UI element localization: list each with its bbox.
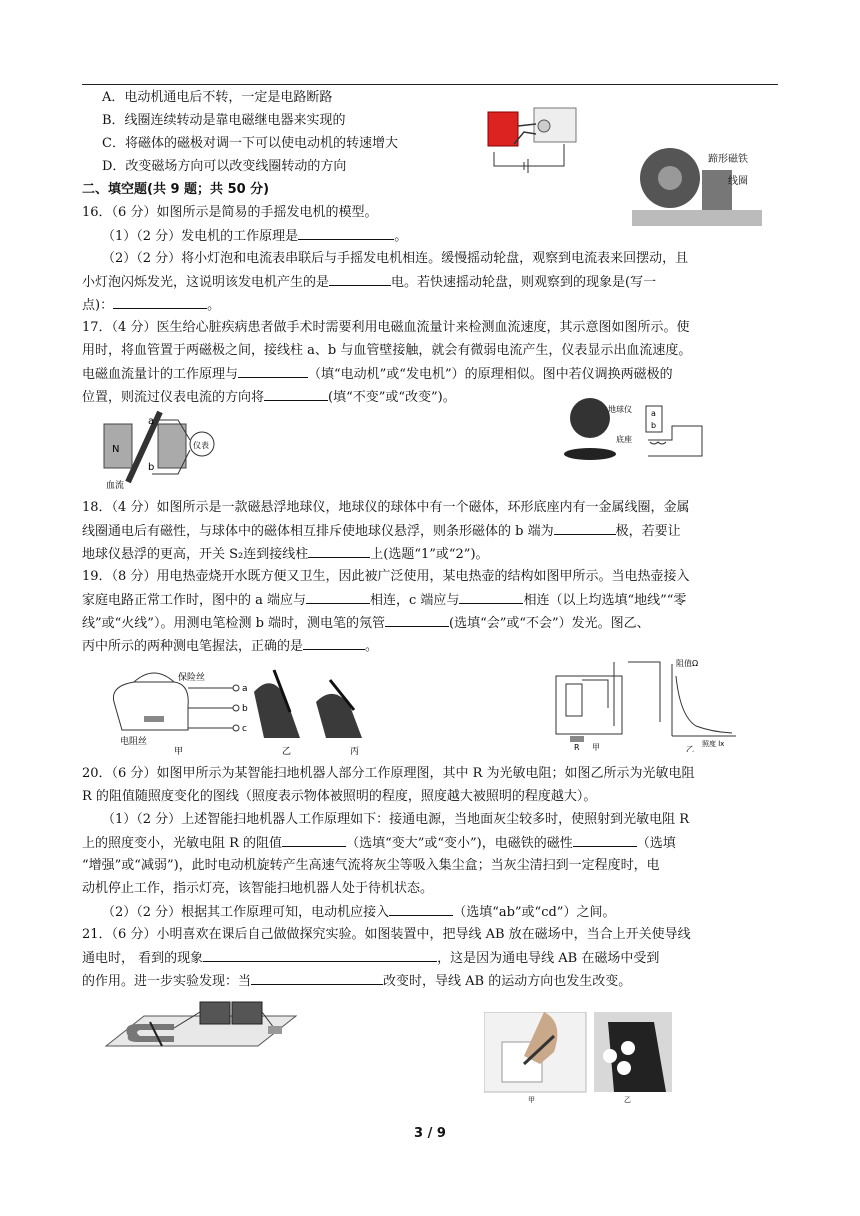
answer-blank[interactable] [251,970,383,985]
q20-line1: 20．（6 分）如图甲所示为某智能扫地机器人部分工作原理图，其中 R 为光敏电阻；如图乙所示为光敏电阻 [82,766,695,781]
option-a: A．电动机通电后不转，一定是电路断路 [102,90,333,105]
q18-line3: 地球仪悬浮的更高，开关 S₂连到接线柱 上(选题“1”或“2”)。 [82,543,489,566]
kettle-term-c: c [242,724,247,734]
section-title: 二、填空题(共 9 题；共 50 分) [82,182,270,197]
fig-yi-label: 乙 [282,747,292,756]
q18-line1: 18．（4 分）如图所示是一款磁悬浮地球仪，地球仪的球体中有一个磁体，环形底座内有一金属线圈，金属 [82,500,690,515]
answer-blank[interactable] [573,832,637,847]
illuminance-axis-label: 照度 lx [702,740,725,748]
terminal-a-label: a [148,416,155,427]
q16-part1: （1）（2 分）发电机的工作原理是 。 [102,225,407,248]
robot-circuit-figure [552,656,738,752]
fig-r-label: R [574,743,580,752]
fig-jia-label: 甲 [174,747,184,756]
q20-line3: （1）（2 分）上述智能扫地机器人工作原理如下：接通电源，当地面灰尘较多时，使照射到光敏电阻 R [102,812,690,827]
maglev-globe-figure [562,396,712,462]
motor-figure [484,104,592,176]
horseshoe-magnet-label: 蹄形磁铁 [708,154,748,165]
answer-blank[interactable] [389,901,453,916]
option-c: C．将磁体的磁极对调一下可以使电动机的转速增大 [102,136,398,151]
q21-line1: 21．（6 分）小明喜欢在课后自己做做探究实验。如图装置中，把导线 AB 放在磁场中，当合上开关使导线 [82,927,691,942]
answer-blank[interactable] [303,635,365,650]
answer-blank[interactable] [554,520,616,535]
option-d: D．改变磁场方向可以改变线圈转动的方向 [102,159,347,174]
fig-jia-label: 甲 [528,1096,535,1104]
kettle-figure [104,662,374,756]
coil-label: 线圈 [728,176,748,187]
q16-part2-line2: 小灯泡闪烁发光，这说明该发电机产生的是 电。若快速摇动轮盘，则观察到的现象是(写一 [82,271,656,294]
hand-generator-figure [632,140,768,232]
page-number: 3 / 9 [414,1126,446,1141]
socket-photo-figure [484,1012,674,1104]
answer-blank[interactable] [459,589,523,604]
kettle-term-b: b [242,704,248,714]
q17-line3: 电磁血流量计的工作原理与 （填“电动机”或“发电机”）的原理相似。图中若仪调换两磁极的 [82,363,673,386]
fuse-label: 保险丝 [178,673,206,683]
q19-line4: 丙中所示的两种测电笔握法，正确的是 。 [82,635,378,658]
magnet-n-label: N [112,444,120,455]
globe-b-label: b [651,421,657,430]
answer-blank[interactable] [298,225,394,240]
answer-blank[interactable] [306,589,370,604]
answer-blank[interactable] [264,386,328,401]
resistance-axis-label: 阻值Ω [676,659,699,668]
answer-blank[interactable] [203,947,437,962]
q16-part2-line1: （2）（2 分）将小灯泡和电流表串联后与手摇发电机相连。缓慢摇动轮盘，观察到电流表来回摆动，且 [102,251,689,266]
q17-line1: 17．（4 分）医生给心脏疾病患者做手术时需要利用电磁血流量计来检测血流速度，其示意图如图所示。使 [82,320,690,335]
answer-blank[interactable] [282,832,346,847]
terminal-b-label: b [148,462,155,473]
globe-a-label: a [651,409,656,418]
q20-line6: 动机停止工作，指示灯亮，该智能扫地机器人处于待机状态。 [82,881,434,896]
q20-line7: （2）（2 分）根据其工作原理可知，电动机应接入 （选填“ab”或“cd”）之间。 [102,901,615,924]
header-rule [82,84,778,85]
q18-line2: 线圈通电后有磁性，与球体中的磁体相互排斥使地球仪悬浮，则条形磁体的 b 端为 极，若要让 [82,520,681,543]
fig-bing-label: 丙 [350,747,360,756]
meter-label: 仪表 [193,441,209,450]
fig-yi-label: 乙 [686,745,694,752]
globe-label: 地球仪 [608,405,632,414]
blood-flowmeter-figure [98,410,218,490]
q20-line2: R 的阻值随照度变化的图线（照度表示物体被照明的程度，照度越大被照明的程度越大）。 [82,789,597,804]
base-label: 底座 [616,435,632,444]
q20-line4: 上的照度变小，光敏电阻 R 的阻值 （选填“变大”或“变小”)，电磁铁的磁性 （选填 [82,832,676,855]
heating-wire-label: 电阻丝 [120,737,148,747]
q16-part2-line3: 点)： 。 [82,294,220,317]
fig-yi-label: 乙 [624,1096,631,1104]
q16-stem: 16．（6 分）如图所示是简易的手摇发电机的模型。 [82,205,378,220]
answer-blank[interactable] [385,612,449,627]
answer-blank[interactable] [308,543,370,558]
q19-line3: 线”或“火线”）。用测电笔检测 b 端时，测电笔的氖管 (选填“会”或“不会”）发光。图乙、 [82,612,650,635]
q19-line1: 19．（8 分）用电热壶烧开水既方便又卫生，因此被广泛使用，某电热壶的结构如图甲所示。当电热壶接入 [82,569,690,584]
kettle-term-a: a [242,684,248,694]
ab-wire-apparatus-figure [104,998,298,1068]
fig-jia-label: 甲 [592,743,600,752]
q21-line2: 通电时， 看到的现象 ，这是因为通电导线 AB 在磁场中受到 [82,947,659,970]
answer-blank[interactable] [113,294,207,309]
blood-flow-label: 血流 [106,481,125,490]
q21-line3: 的作用。进一步实验发现：当 改变时，导线 AB 的运动方向也发生改变。 [82,970,631,993]
option-b: B．线圈连续转动是靠电磁继电器来实现的 [102,113,346,128]
q20-line5: “增强”或“减弱”)，此时电动机旋转产生高速气流将灰尘等吸入集尘盒；当灰尘清扫到一定程度时，电 [82,858,660,873]
q17-line2: 用时，将血管置于两磁极之间，接线柱 a、b 与血管壁接触，就会有微弱电流产生，仪表显示出血流速度。 [82,343,692,358]
q19-line2: 家庭电路正常工作时，图中的 a 端应与 相连，c 端应与 相连（以上均选填“地线”“零 [82,589,686,612]
q17-line4: 位置，则流过仪表电流的方向将 (填“不变”或“改变”)。 [82,386,456,409]
answer-blank[interactable] [238,363,308,378]
answer-blank[interactable] [329,271,391,286]
